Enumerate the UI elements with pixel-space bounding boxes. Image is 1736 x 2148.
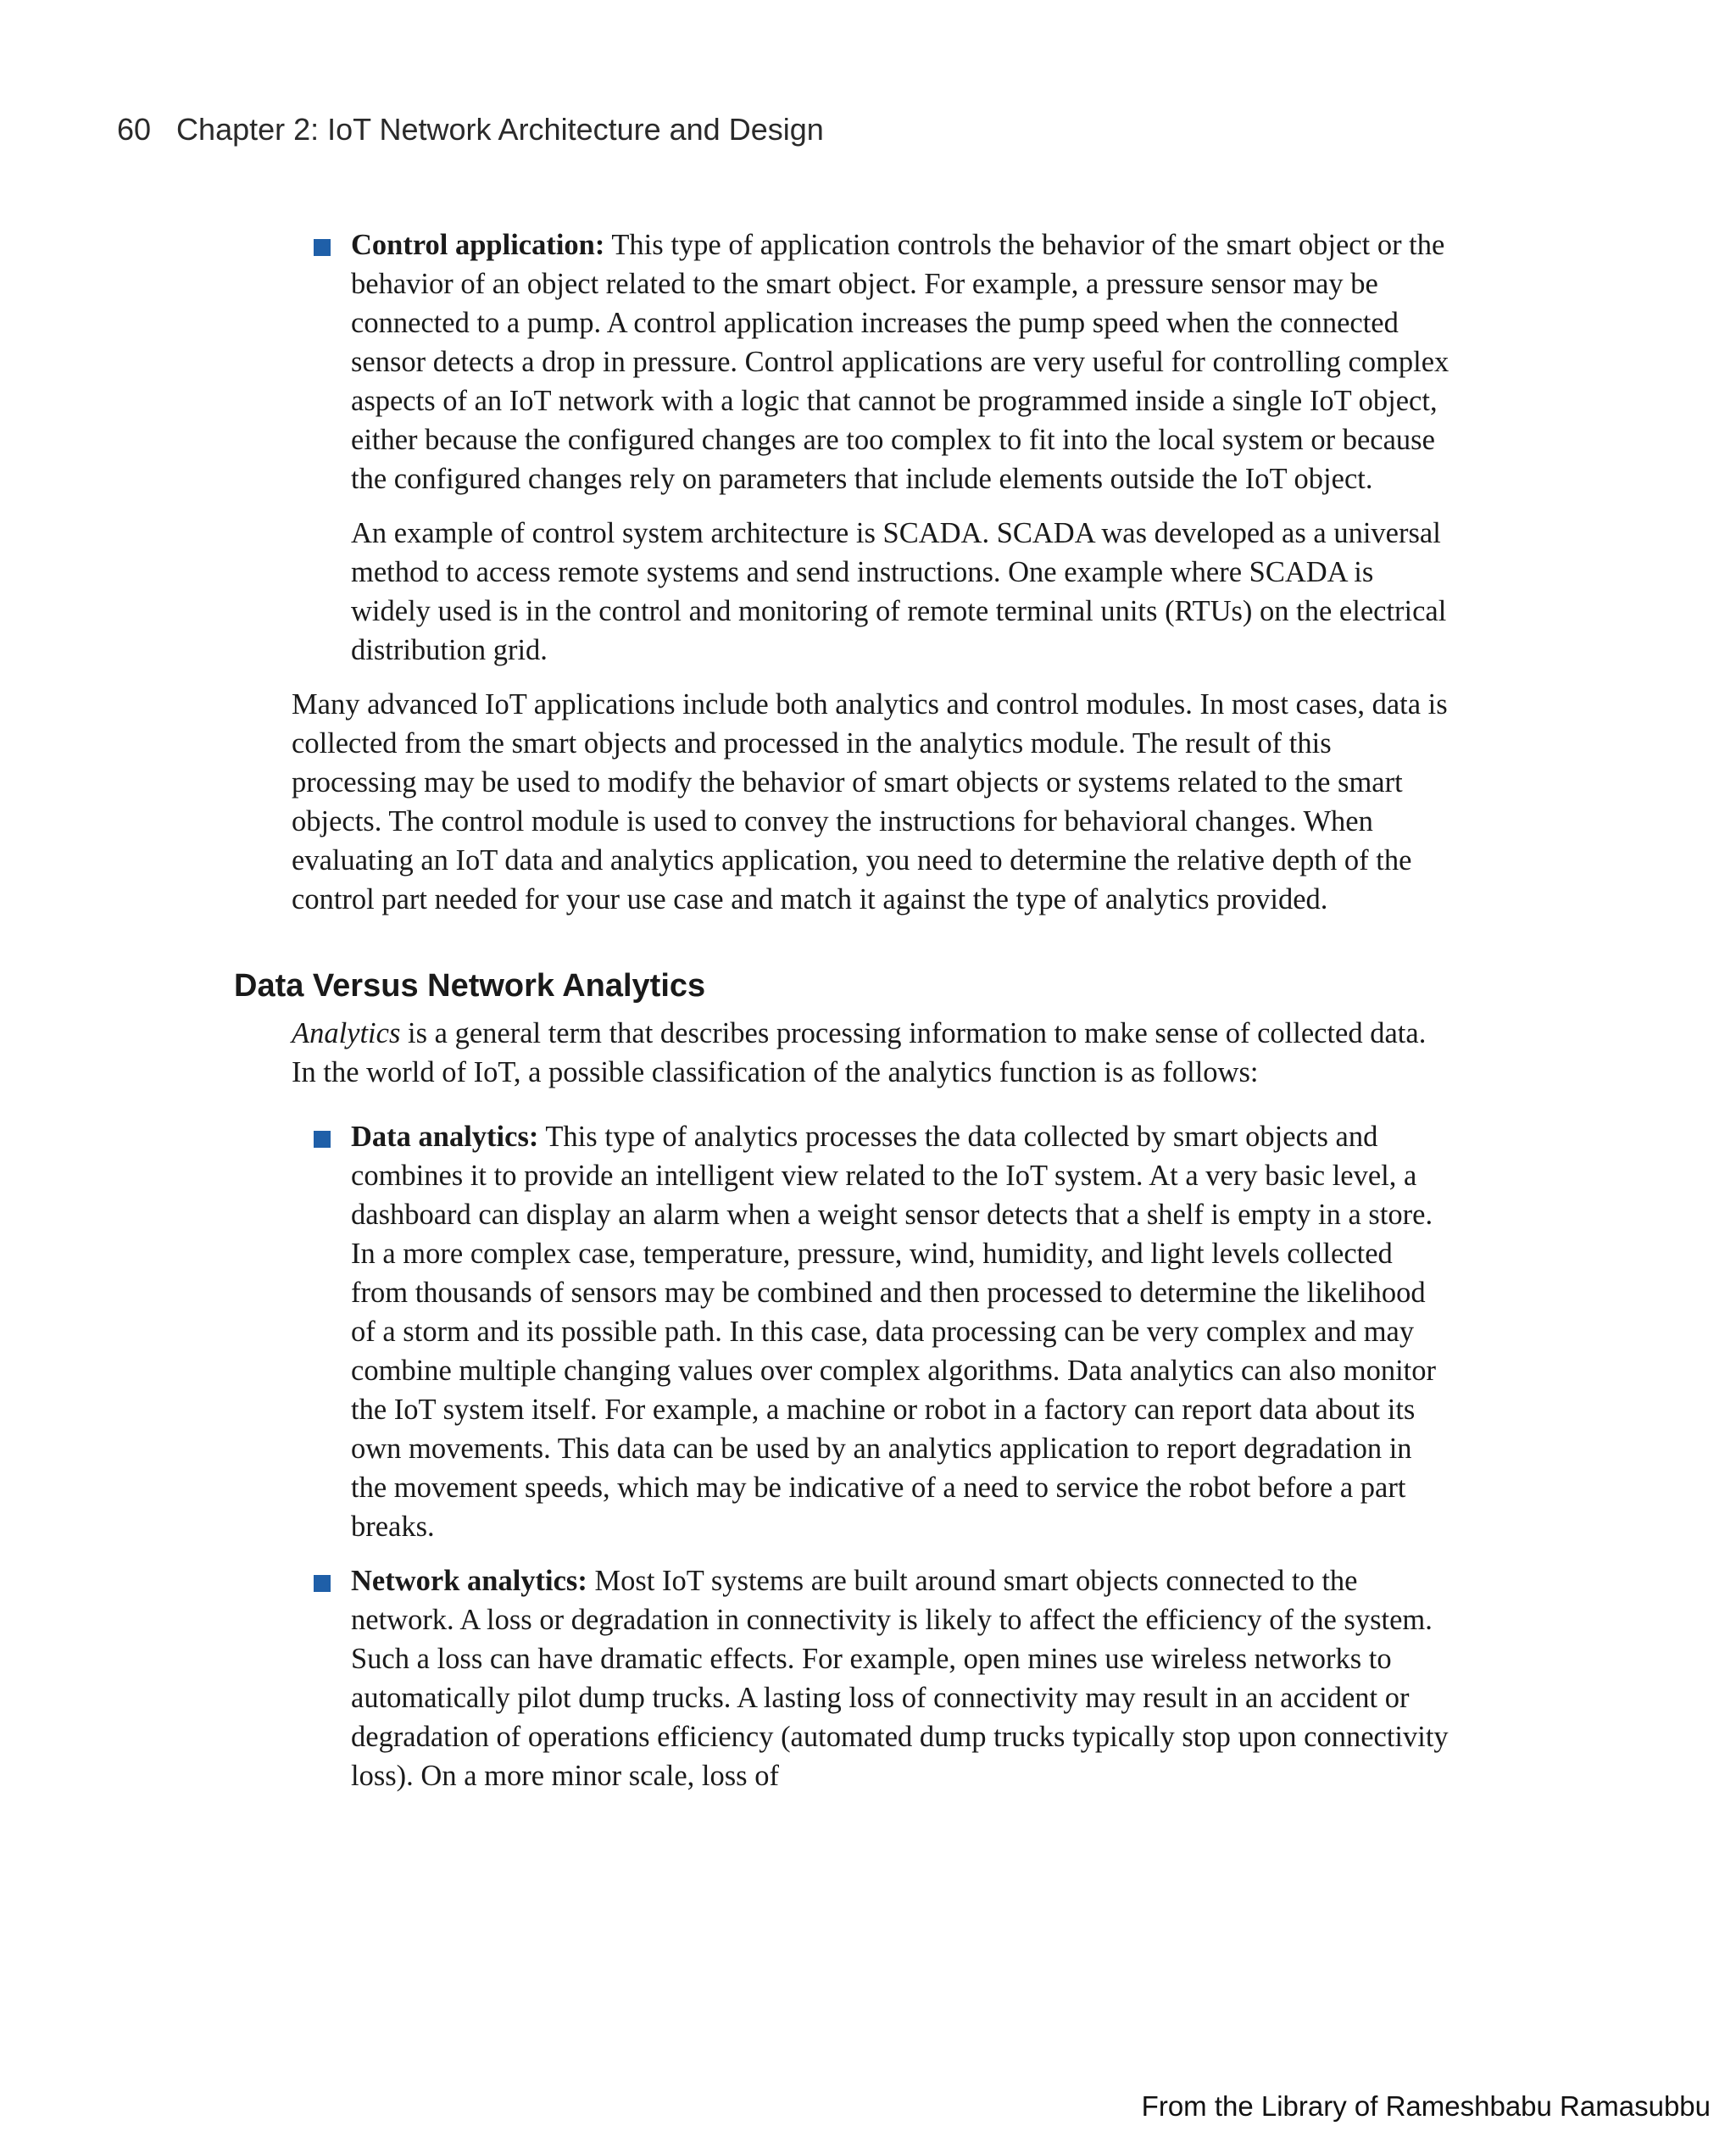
square-bullet-icon <box>314 1575 331 1592</box>
bullet-control-application <box>292 225 1453 498</box>
bullet-data-analytics <box>292 1117 1453 1546</box>
intro-term: Analytics <box>292 1017 401 1049</box>
bullet-lead-control-application: Control application: <box>351 229 605 261</box>
bullet-body-data-analytics: This type of analytics processes the data collected by smart objects and combines it to provide an intelligent view related to the IoT system. At a very basic level, a dashboard can display an alarm when a weight sensor detects that a shelf is empty in a store. In a more complex case, temperature, pressure, wind, humidity, and light levels collected from thousands of sensors may be combined and then processed to determine the likelihood of a storm and its possible path. In this case, data processing can be very complex and may combine multiple changing values over complex algorithms. Data analytics can also monitor the IoT system itself. For example, a machine or robot in a factory can report data about its own movements. This data can be used by an analytics application to report degradation in the movement speeds, which may be indicative of a need to service the robot before a part breaks. <box>351 1121 1436 1543</box>
chapter-title: Chapter 2: IoT Network Architecture and Design <box>176 112 824 147</box>
section-intro-paragraph <box>292 1014 1453 1092</box>
running-head <box>117 112 824 147</box>
analytics-bullet-list <box>292 1117 1453 1795</box>
section-title: Data Versus Network Analytics <box>234 968 706 1004</box>
bullet-lead-data-analytics: Data analytics: <box>351 1121 539 1153</box>
square-bullet-icon <box>314 1131 331 1148</box>
page-content <box>234 225 1453 1811</box>
advanced-applications-paragraph: Many advanced IoT applications include both analytics and control modules. In most cases, data is collected from the smart objects and processed in the analytics module. The result of this processing may be used to modify the behavior of smart objects or systems related to the smart objects. The control module is used to convey the instructions for behavioral changes. When evaluating an IoT data and analytics application, you need to determine the relative depth of the control part needed for your use case and match it against the type of analytics provided. <box>292 688 1448 915</box>
bullet-lead-network-analytics: Network analytics: <box>351 1565 587 1597</box>
bullet-network-analytics <box>292 1561 1453 1795</box>
bullet-body-network-analytics: Most IoT systems are built around smart objects connected to the network. A loss or degradation in connectivity is likely to affect the efficiency of the system. Such a loss can have dramatic effects. For example, open mines use wireless networks to automatically pilot dump trucks. A lasting loss of connectivity may result in an accident or degradation of operations efficiency (automated dump trucks typically stop upon connectivity loss). On a more minor scale, loss of <box>351 1565 1449 1792</box>
square-bullet-icon <box>314 239 331 256</box>
page-number: 60 <box>117 112 152 147</box>
scada-paragraph: An example of control system architecture is SCADA. SCADA was developed as a universal method to access remote systems and send instructions. One example where SCADA is widely used is in the control and monitoring of remote terminal units (RTUs) on the electrical distribution grid. <box>351 517 1447 666</box>
bullet-body-control-application: This type of application controls the behavior of the smart object or the behavior of an object related to the smart object. For example, a pressure sensor may be connected to a pump. A control application increases the pump speed when the connected sensor detects a drop in pressure. Control applications are very useful for controlling complex aspects of an IoT network with a logic that cannot be programmed inside a single IoT object, either because the configured changes are too complex to fit into the local system or because the configured changes rely on parameters that include elements outside the IoT object. <box>351 229 1449 495</box>
intro-rest: is a general term that describes processing information to make sense of collected data. In the world of IoT, a possible classification of the analytics function is as follows: <box>292 1017 1427 1088</box>
library-footer: From the Library of Rameshbabu Ramasubbu <box>1141 2090 1711 2122</box>
